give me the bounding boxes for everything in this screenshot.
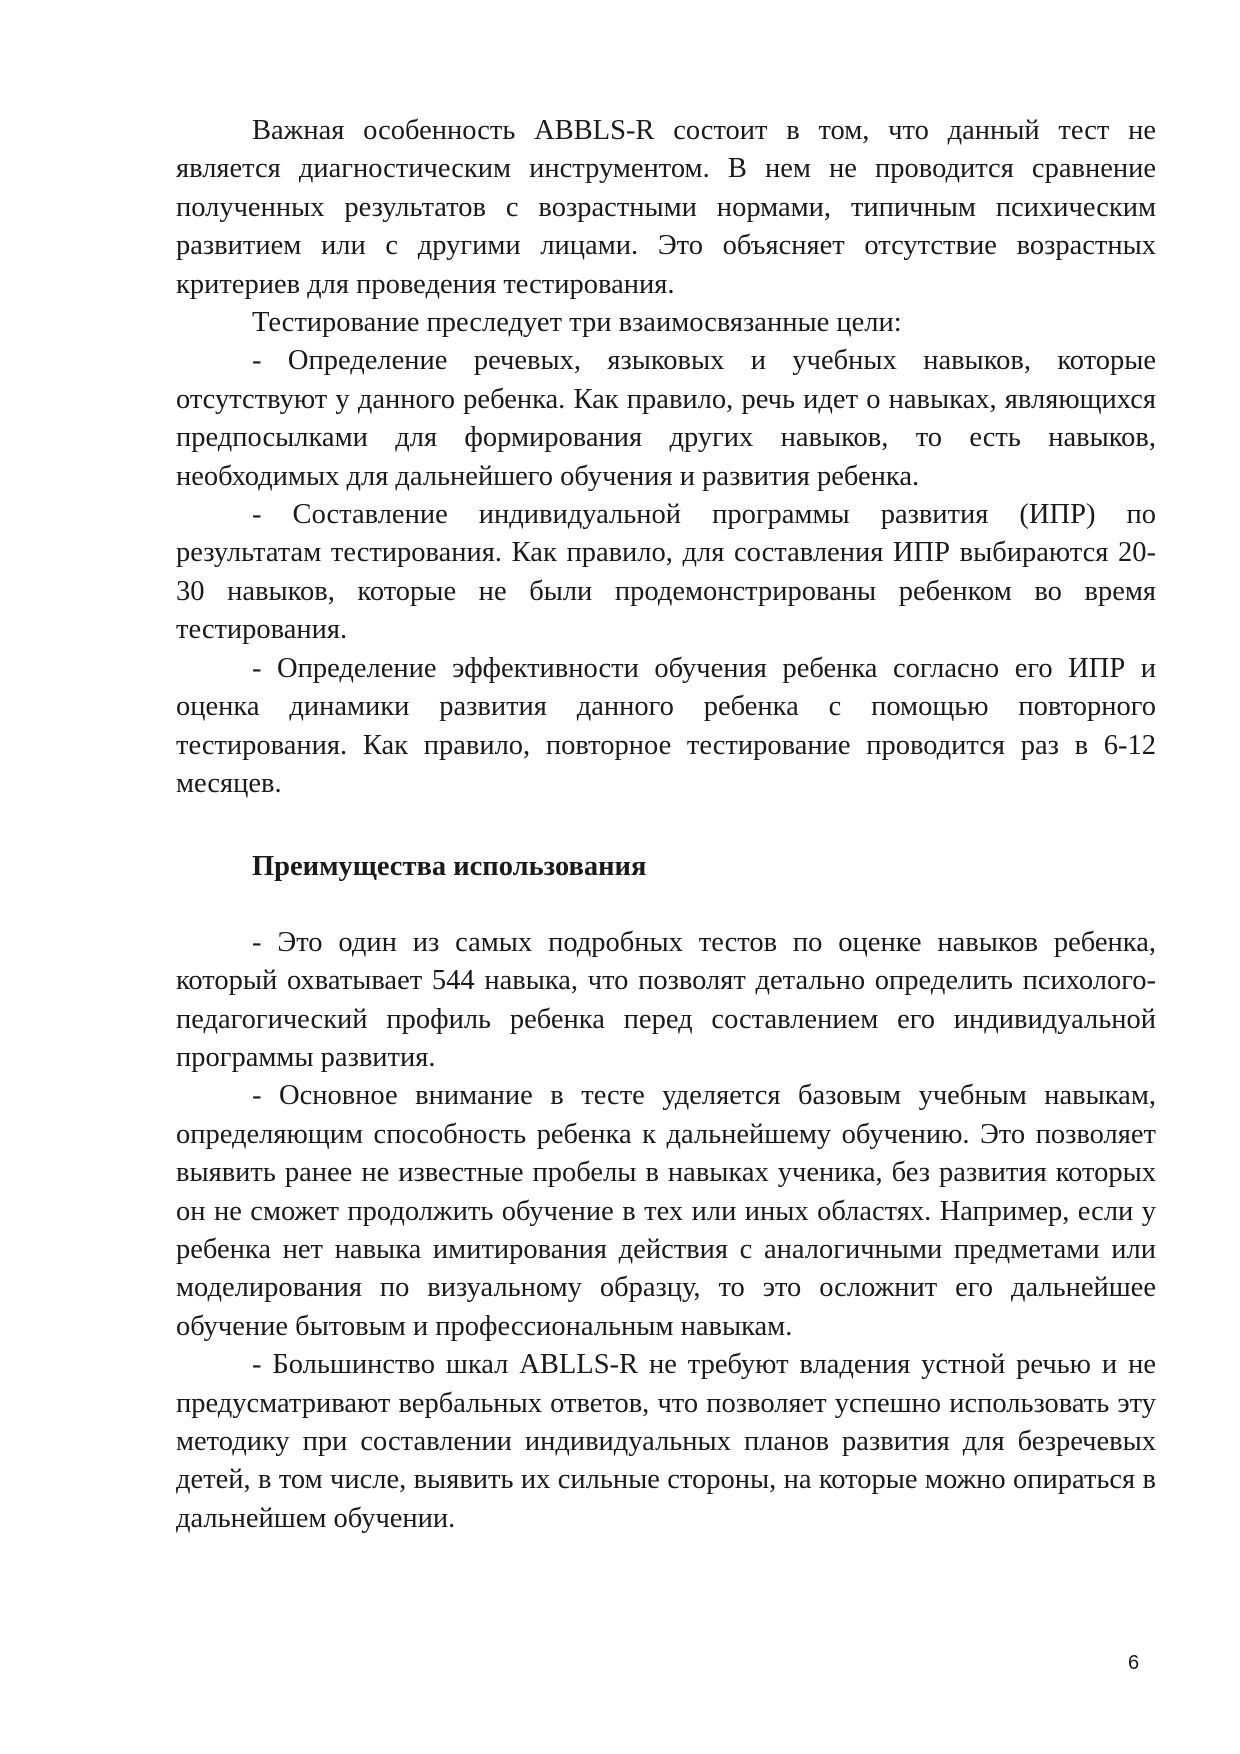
section-heading-advantages: Преимущества использования xyxy=(252,851,647,883)
paragraph-advantage-basic-skills: - Основное внимание в тесте уделяется базовым учебным навыкам, определяющим способность ребенка к дальнейшему обучению. Это позволяет выявить ранее не известные пробелы в навыках ученика, без развития которых он не сможет продолжить обучение в тех или иных областях. Например, если у ребенка нет навыка имитирования действия с аналогичными предметами или моделирования по визуальному образцу, то это осложнит его дальнейшее обучение бытовым и профессиональным навыкам. xyxy=(176,1080,1156,1342)
paragraph-abbls-feature: Важная особенность ABBLS-R состоит в том, что данный тест не является диагностическим инструментом. В нем не проводится сравнение полученных результатов с возрастными нормами, типичным психическим развитием или с другими лицами. Это объясняет отсутствие возрастных критериев для проведения тестирования. xyxy=(176,115,1156,300)
paragraph-advantage-nonverbal: - Большинство шкал ABLLS-R не требуют владения устной речью и не предусматривают вербальных ответов, что позволяет успешно использовать эту методику при составлении индивидуальных планов развития для безречевых детей, в том числе, выявить их сильные стороны, на которые можно опираться в дальнейшем обучении. xyxy=(176,1349,1156,1534)
paragraph-advantage-detailed: - Это один из самых подробных тестов по оценке навыков ребенка, который охватывает 544 навыка, что позволят детально определить психолого-педагогический профиль ребенка перед составлением его индивидуальной программы развития. xyxy=(176,926,1156,1073)
paragraph-testing-goals-intro: Тестирование преследует три взаимосвязанные цели: xyxy=(252,307,902,339)
paragraph-goal-effectiveness: - Определение эффективности обучения ребенка согласно его ИПР и оценка динамики развития данного ребенка с помощью повторного тестирования. Как правило, повторное тестирование проводится раз в 6-12 месяцев. xyxy=(176,652,1156,799)
page-number: 6 xyxy=(1128,1652,1140,1674)
document-page xyxy=(176,112,1156,1538)
paragraph-goal-ipr: - Составление индивидуальной программы развития (ИПР) по результатам тестирования. Как правило, для составления ИПР выбираются 20-30 навыков, которые не были продемонстрированы ребенком во время тестирования. xyxy=(176,499,1156,646)
paragraph-goal-identify-skills: - Определение речевых, языковых и учебных навыков, которые отсутствуют у данного ребенка. Как правило, речь идет о навыках, являющихся предпосылками для формирования других навыков, то есть навыков, необходимых для дальнейшего обучения и развития ребенка. xyxy=(176,345,1156,492)
